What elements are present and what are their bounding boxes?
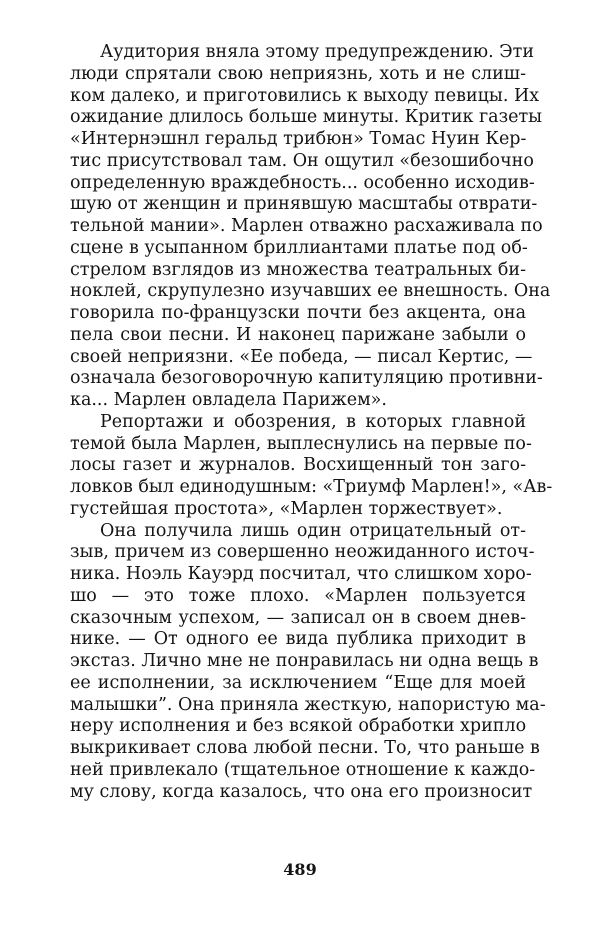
text-line: выкрикивает слова любой песни. То, что раньше в — [70, 738, 540, 758]
text-line: шо — это тоже плохо. «Марлен пользуется — [70, 585, 526, 606]
text-line: ноклей, скрупулезно изучавших ее внешность. Она — [70, 281, 551, 302]
text-line: Аудитория вняла этому предупреждению. Эти — [100, 42, 535, 62]
text-line: малышки”. Она приняла жесткую, напористую ма- — [70, 694, 546, 715]
text-line: лосы газет и журналов. Восхищенный тон заго- — [70, 455, 526, 476]
text-line: сцене в усыпанном бриллиантами платье под об- — [70, 237, 528, 258]
paragraph — [70, 411, 553, 521]
text-line: зыв, причем из совершенно неожиданного источ- — [70, 542, 535, 563]
text-line: своей неприязни. «Ее победа, — писал Кертис, — — [70, 346, 533, 367]
text-line: пела свои песни. И наконец парижане забыли о — [70, 324, 526, 345]
paragraph — [70, 520, 546, 804]
text-line: ожидание длилось больше минуты. Критик газеты — [70, 107, 543, 128]
text-line: ка... Марлен овладела Парижем». — [70, 390, 387, 410]
text-line: говорила по-французски почти без акцента, она — [70, 303, 526, 323]
text-line: ника. Ноэль Кауэрд посчитал, что слишком хоро- — [70, 564, 532, 584]
text-line: экстаз. Лично мне не понравилась ни одна вещь в — [70, 651, 539, 671]
text-line: стрелом взглядов из множества театральных би- — [70, 259, 526, 280]
text-line: темой была Марлен, выплеснулись на первые по- — [70, 433, 532, 454]
text-line: люди спрятали свою неприязнь, хоть и не слиш- — [70, 63, 526, 84]
text-line: «Интернэшнл геральд трибюн» Томас Нуин Кер- — [70, 129, 527, 149]
text-line: тельной мании». Марлен отважно расхаживала по — [70, 216, 543, 236]
text-line: Она получила лишь один отрицательный от- — [100, 520, 526, 541]
text-line: определенную враждебность... особенно исходив- — [70, 172, 535, 193]
text-line: нике. — От одного ее вида публика приходит в — [70, 629, 526, 650]
text-line: неру исполнения и без всякой обработки хрипло — [70, 716, 527, 737]
text-line: ее исполнении, за исключением “Еще для моей — [70, 672, 526, 693]
text-line: густейшая простота», «Марлен торжествует». — [70, 498, 503, 519]
text-line: ней привлекало (тщательное отношение к каждо- — [70, 759, 536, 780]
text-line: ловков был единодушным: «Триумф Марлен!», «Ав- — [70, 477, 553, 497]
paragraph — [70, 42, 551, 412]
text-line: сказочным успехом, — записал он в своем днев- — [70, 607, 526, 628]
text-line: ком далеко, и приготовились к выходу певицы. Их — [70, 85, 540, 106]
body-text — [70, 42, 553, 803]
page-number: 489 — [283, 860, 317, 879]
text-line: му слову, когда казалось, что она его произносит — [70, 781, 533, 802]
text-line: шую от женщин и принявшую масштабы отврати- — [70, 194, 538, 215]
text-line: означала безоговорочную капитуляцию противни- — [70, 368, 543, 389]
text-line: тис присутствовал там. Он ощутил «безошибочно — [70, 150, 534, 171]
text-line: Репортажи и обозрения, в которых главной — [100, 411, 526, 432]
